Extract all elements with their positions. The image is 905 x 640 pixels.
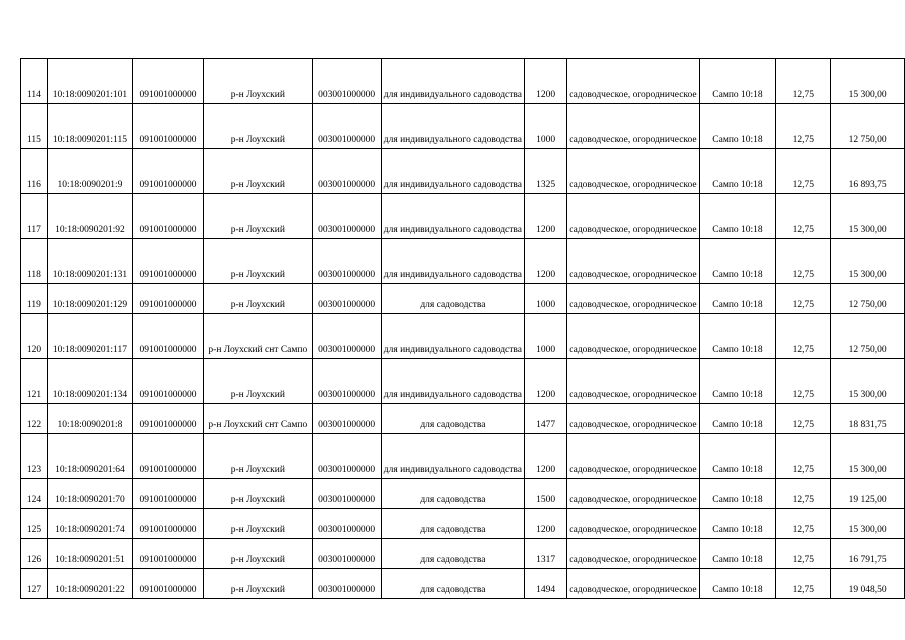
area-cell: 1500: [525, 479, 567, 509]
row-number-cell: 119: [21, 284, 48, 314]
address-cell: р-н Лоухский: [204, 359, 313, 404]
valuation-zone-cell: Сампо 10:18: [699, 314, 776, 359]
table-row: [21, 194, 905, 239]
cadastral-value-cell: 16 791,75: [831, 539, 905, 569]
cadastral-value-cell: 12 750,00: [831, 284, 905, 314]
address-cell: р-н Лоухский: [204, 284, 313, 314]
use-group-cell: садоводческое, огородническое: [567, 194, 699, 239]
permitted-use-cell: для индивидуального садоводства: [381, 149, 524, 194]
specific-value-cell: 12,75: [776, 149, 831, 194]
address-cell: р-н Лоухский: [204, 539, 313, 569]
table-row: [21, 314, 905, 359]
valuation-zone-cell: Сампо 10:18: [699, 239, 776, 284]
category-code-cell: 003001000000: [312, 434, 381, 479]
okato-cell: 091001000000: [132, 104, 203, 149]
use-group-cell: садоводческое, огородническое: [567, 149, 699, 194]
table-row: [21, 434, 905, 479]
table-row: [21, 59, 905, 104]
category-code-cell: 003001000000: [312, 239, 381, 284]
cadastral-number-cell: 10:18:0090201:131: [47, 239, 132, 284]
valuation-zone-cell: Сампо 10:18: [699, 284, 776, 314]
address-cell: р-н Лоухский: [204, 194, 313, 239]
permitted-use-cell: для садоводства: [381, 284, 524, 314]
cadastral-number-cell: 10:18:0090201:22: [47, 569, 132, 599]
cadastral-number-cell: 10:18:0090201:115: [47, 104, 132, 149]
table-row: [21, 569, 905, 599]
use-group-cell: садоводческое, огородническое: [567, 104, 699, 149]
row-number-cell: 120: [21, 314, 48, 359]
valuation-zone-cell: Сампо 10:18: [699, 479, 776, 509]
cadastral-value-cell: 15 300,00: [831, 509, 905, 539]
use-group-cell: садоводческое, огородническое: [567, 434, 699, 479]
cadastral-value-cell: 15 300,00: [831, 434, 905, 479]
permitted-use-cell: для индивидуального садоводства: [381, 59, 524, 104]
area-cell: 1200: [525, 509, 567, 539]
address-cell: р-н Лоухский: [204, 479, 313, 509]
use-group-cell: садоводческое, огородническое: [567, 569, 699, 599]
row-number-cell: 124: [21, 479, 48, 509]
category-code-cell: 003001000000: [312, 569, 381, 599]
permitted-use-cell: для индивидуального садоводства: [381, 104, 524, 149]
area-cell: 1494: [525, 569, 567, 599]
okato-cell: 091001000000: [132, 479, 203, 509]
specific-value-cell: 12,75: [776, 239, 831, 284]
table-row: [21, 359, 905, 404]
row-number-cell: 126: [21, 539, 48, 569]
cadastral-value-cell: 16 893,75: [831, 149, 905, 194]
address-cell: р-н Лоухский снт Сампо: [204, 314, 313, 359]
area-cell: 1317: [525, 539, 567, 569]
okato-cell: 091001000000: [132, 59, 203, 104]
category-code-cell: 003001000000: [312, 404, 381, 434]
row-number-cell: 127: [21, 569, 48, 599]
specific-value-cell: 12,75: [776, 569, 831, 599]
category-code-cell: 003001000000: [312, 359, 381, 404]
specific-value-cell: 12,75: [776, 404, 831, 434]
permitted-use-cell: для индивидуального садоводства: [381, 314, 524, 359]
cadastral-number-cell: 10:18:0090201:129: [47, 284, 132, 314]
address-cell: р-н Лоухский: [204, 149, 313, 194]
row-number-cell: 123: [21, 434, 48, 479]
table-row: [21, 149, 905, 194]
specific-value-cell: 12,75: [776, 539, 831, 569]
use-group-cell: садоводческое, огородническое: [567, 284, 699, 314]
permitted-use-cell: для садоводства: [381, 479, 524, 509]
specific-value-cell: 12,75: [776, 104, 831, 149]
area-cell: 1000: [525, 284, 567, 314]
area-cell: 1477: [525, 404, 567, 434]
address-cell: р-н Лоухский: [204, 509, 313, 539]
row-number-cell: 114: [21, 59, 48, 104]
category-code-cell: 003001000000: [312, 539, 381, 569]
permitted-use-cell: для садоводства: [381, 509, 524, 539]
category-code-cell: 003001000000: [312, 479, 381, 509]
cadastral-value-cell: 15 300,00: [831, 194, 905, 239]
okato-cell: 091001000000: [132, 434, 203, 479]
use-group-cell: садоводческое, огородническое: [567, 509, 699, 539]
okato-cell: 091001000000: [132, 194, 203, 239]
area-cell: 1200: [525, 239, 567, 284]
specific-value-cell: 12,75: [776, 314, 831, 359]
cadastral-number-cell: 10:18:0090201:92: [47, 194, 132, 239]
cadastral-value-cell: 19 048,50: [831, 569, 905, 599]
row-number-cell: 122: [21, 404, 48, 434]
address-cell: р-н Лоухский: [204, 434, 313, 479]
address-cell: р-н Лоухский: [204, 239, 313, 284]
valuation-zone-cell: Сампо 10:18: [699, 434, 776, 479]
permitted-use-cell: для индивидуального садоводства: [381, 194, 524, 239]
cadastral-number-cell: 10:18:0090201:74: [47, 509, 132, 539]
row-number-cell: 125: [21, 509, 48, 539]
use-group-cell: садоводческое, огородническое: [567, 404, 699, 434]
area-cell: 1000: [525, 314, 567, 359]
okato-cell: 091001000000: [132, 359, 203, 404]
okato-cell: 091001000000: [132, 569, 203, 599]
address-cell: р-н Лоухский: [204, 569, 313, 599]
valuation-zone-cell: Сампо 10:18: [699, 59, 776, 104]
use-group-cell: садоводческое, огородническое: [567, 479, 699, 509]
category-code-cell: 003001000000: [312, 509, 381, 539]
area-cell: 1200: [525, 194, 567, 239]
cadastral-value-cell: 19 125,00: [831, 479, 905, 509]
use-group-cell: садоводческое, огородническое: [567, 539, 699, 569]
cadastral-value-cell: 15 300,00: [831, 239, 905, 284]
cadastral-number-cell: 10:18:0090201:134: [47, 359, 132, 404]
area-cell: 1200: [525, 359, 567, 404]
cadastral-number-cell: 10:18:0090201:9: [47, 149, 132, 194]
use-group-cell: садоводческое, огородническое: [567, 239, 699, 284]
address-cell: р-н Лоухский: [204, 59, 313, 104]
cadastral-value-cell: 12 750,00: [831, 314, 905, 359]
cadastral-number-cell: 10:18:0090201:70: [47, 479, 132, 509]
cadastral-number-cell: 10:18:0090201:101: [47, 59, 132, 104]
table-row: [21, 284, 905, 314]
cadastral-value-cell: 12 750,00: [831, 104, 905, 149]
cadastral-number-cell: 10:18:0090201:8: [47, 404, 132, 434]
okato-cell: 091001000000: [132, 239, 203, 284]
row-number-cell: 121: [21, 359, 48, 404]
permitted-use-cell: для садоводства: [381, 569, 524, 599]
area-cell: 1325: [525, 149, 567, 194]
valuation-zone-cell: Сампо 10:18: [699, 509, 776, 539]
specific-value-cell: 12,75: [776, 359, 831, 404]
address-cell: р-н Лоухский снт Сампо: [204, 404, 313, 434]
specific-value-cell: 12,75: [776, 194, 831, 239]
category-code-cell: 003001000000: [312, 149, 381, 194]
valuation-zone-cell: Сампо 10:18: [699, 194, 776, 239]
table-row: [21, 239, 905, 284]
use-group-cell: садоводческое, огородническое: [567, 59, 699, 104]
specific-value-cell: 12,75: [776, 509, 831, 539]
permitted-use-cell: для садоводства: [381, 539, 524, 569]
area-cell: 1000: [525, 104, 567, 149]
cadastral-number-cell: 10:18:0090201:51: [47, 539, 132, 569]
category-code-cell: 003001000000: [312, 104, 381, 149]
specific-value-cell: 12,75: [776, 479, 831, 509]
permitted-use-cell: для садоводства: [381, 404, 524, 434]
specific-value-cell: 12,75: [776, 284, 831, 314]
land-plots-table: [20, 58, 905, 599]
cadastral-number-cell: 10:18:0090201:64: [47, 434, 132, 479]
category-code-cell: 003001000000: [312, 59, 381, 104]
specific-value-cell: 12,75: [776, 59, 831, 104]
area-cell: 1200: [525, 59, 567, 104]
okato-cell: 091001000000: [132, 149, 203, 194]
category-code-cell: 003001000000: [312, 194, 381, 239]
address-cell: р-н Лоухский: [204, 104, 313, 149]
cadastral-number-cell: 10:18:0090201:117: [47, 314, 132, 359]
row-number-cell: 116: [21, 149, 48, 194]
valuation-zone-cell: Сампо 10:18: [699, 539, 776, 569]
use-group-cell: садоводческое, огородническое: [567, 314, 699, 359]
okato-cell: 091001000000: [132, 509, 203, 539]
table-row: [21, 509, 905, 539]
row-number-cell: 118: [21, 239, 48, 284]
valuation-zone-cell: Сампо 10:18: [699, 104, 776, 149]
valuation-zone-cell: Сампо 10:18: [699, 359, 776, 404]
category-code-cell: 003001000000: [312, 284, 381, 314]
table-row: [21, 404, 905, 434]
table-body: [21, 59, 905, 599]
row-number-cell: 117: [21, 194, 48, 239]
valuation-zone-cell: Сампо 10:18: [699, 149, 776, 194]
area-cell: 1200: [525, 434, 567, 479]
row-number-cell: 115: [21, 104, 48, 149]
permitted-use-cell: для индивидуального садоводства: [381, 359, 524, 404]
cadastral-value-cell: 15 300,00: [831, 59, 905, 104]
cadastral-value-cell: 18 831,75: [831, 404, 905, 434]
valuation-zone-cell: Сампо 10:18: [699, 569, 776, 599]
table-row: [21, 479, 905, 509]
okato-cell: 091001000000: [132, 284, 203, 314]
okato-cell: 091001000000: [132, 404, 203, 434]
specific-value-cell: 12,75: [776, 434, 831, 479]
valuation-zone-cell: Сампо 10:18: [699, 404, 776, 434]
okato-cell: 091001000000: [132, 539, 203, 569]
use-group-cell: садоводческое, огородническое: [567, 359, 699, 404]
category-code-cell: 003001000000: [312, 314, 381, 359]
table-row: [21, 539, 905, 569]
cadastral-value-cell: 15 300,00: [831, 359, 905, 404]
permitted-use-cell: для индивидуального садоводства: [381, 434, 524, 479]
table-row: [21, 104, 905, 149]
permitted-use-cell: для индивидуального садоводства: [381, 239, 524, 284]
okato-cell: 091001000000: [132, 314, 203, 359]
